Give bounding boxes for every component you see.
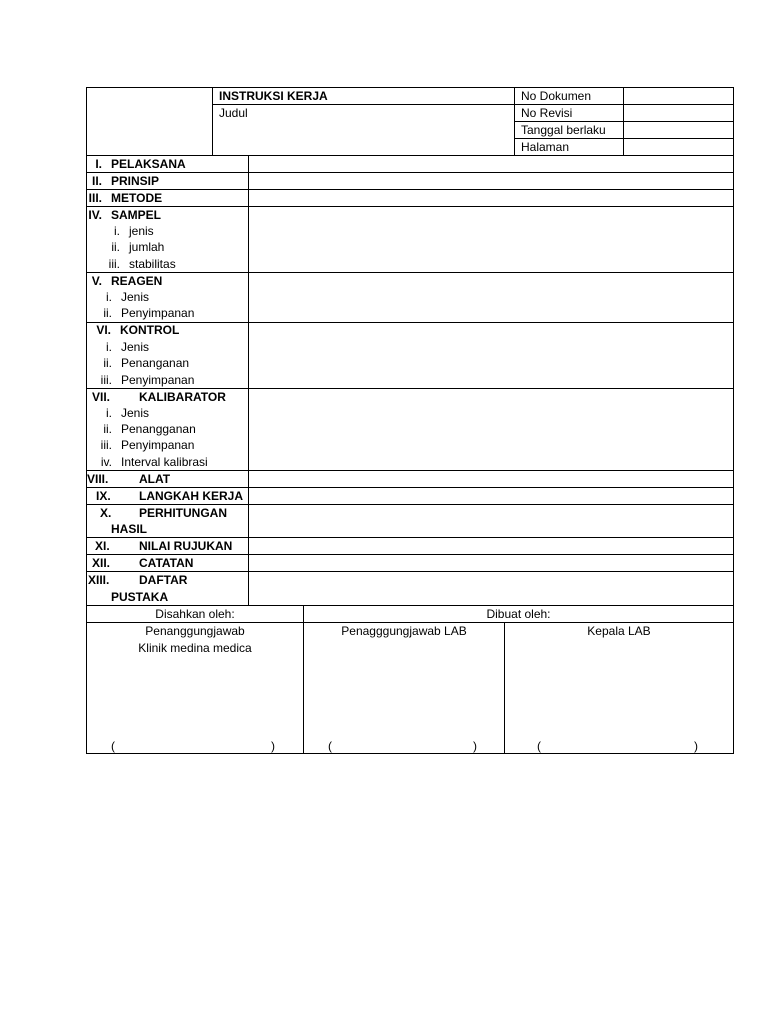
grid-line xyxy=(86,272,734,273)
signature-paren-open: ( xyxy=(537,739,541,753)
dibuat-label: Dibuat oleh: xyxy=(486,607,551,621)
subitem-number: iv. xyxy=(100,455,112,469)
section-label: METODE xyxy=(111,191,163,205)
section-value-cell[interactable] xyxy=(250,191,733,206)
field-no-dokumen: No Dokumen xyxy=(521,89,592,103)
subitem-number: iii. xyxy=(100,373,112,387)
section-label: REAGEN xyxy=(111,274,163,288)
section-number: XII. xyxy=(92,556,111,570)
grid-line xyxy=(514,138,734,139)
section-number: III. xyxy=(88,191,102,205)
section-number: IV. xyxy=(88,208,102,222)
subitem-number: ii. xyxy=(103,306,112,320)
section-label: KONTROL xyxy=(120,323,180,337)
grid-line xyxy=(514,121,734,122)
judul-label: Judul xyxy=(219,106,248,120)
subitem-label: Jenis xyxy=(121,340,150,354)
section-value-cell[interactable] xyxy=(250,573,733,605)
signature-paren-close: ) xyxy=(473,739,477,753)
section-value-cell[interactable] xyxy=(250,556,733,571)
disahkan-label: Disahkan oleh: xyxy=(155,607,235,621)
signature-name-field[interactable] xyxy=(336,738,470,754)
section-label-cont: PUSTAKA xyxy=(111,590,169,604)
section-value-cell[interactable] xyxy=(250,208,733,272)
section-label: CATATAN xyxy=(139,556,194,570)
signer-title: Penagggungjawab LAB xyxy=(341,624,467,638)
signature-paren-close: ) xyxy=(271,739,275,753)
grid-line xyxy=(733,87,734,754)
grid-line xyxy=(86,537,734,538)
section-number: IX. xyxy=(96,489,111,503)
section-number: VII. xyxy=(92,390,111,404)
grid-line xyxy=(212,104,734,105)
section-value-cell[interactable] xyxy=(250,157,733,172)
grid-line xyxy=(86,87,87,754)
subitem-number: i. xyxy=(106,290,112,304)
grid-line xyxy=(86,504,734,505)
section-number: II. xyxy=(91,174,102,188)
section-value-cell[interactable] xyxy=(250,174,733,189)
subitem-number: ii. xyxy=(103,422,112,436)
signer-title: Penanggungjawab xyxy=(145,624,245,638)
grid-line xyxy=(86,487,734,488)
section-value-cell[interactable] xyxy=(250,506,733,538)
section-value-cell[interactable] xyxy=(250,274,733,322)
subitem-number: iii. xyxy=(108,257,120,271)
grid-line xyxy=(86,322,734,323)
section-value-cell[interactable] xyxy=(250,539,733,554)
subitem-label: jumlah xyxy=(129,240,165,254)
subitem-label: Penyimpanan xyxy=(121,306,195,320)
grid-line xyxy=(86,155,734,156)
subitem-number: iii. xyxy=(100,438,112,452)
grid-line xyxy=(86,554,734,555)
grid-line xyxy=(86,753,734,754)
section-number: V. xyxy=(91,274,102,288)
subitem-label: Interval kalibrasi xyxy=(121,455,208,469)
grid-line xyxy=(86,87,734,88)
signature-name-field[interactable] xyxy=(545,738,691,754)
signer-title: Kepala LAB xyxy=(587,624,651,638)
subitem-label: jenis xyxy=(129,224,154,238)
value-tanggal-berlaku[interactable] xyxy=(625,123,733,138)
grid-line xyxy=(86,189,734,190)
subitem-number: ii. xyxy=(111,240,120,254)
section-number: XIII. xyxy=(88,573,110,587)
grid-line xyxy=(212,87,213,156)
grid-line xyxy=(303,605,304,754)
subitem-label: Penyimpanan xyxy=(121,373,195,387)
subitem-label: Penangganan xyxy=(121,422,196,436)
section-label: LANGKAH KERJA xyxy=(139,489,244,503)
section-value-cell[interactable] xyxy=(250,390,733,470)
grid-line xyxy=(504,622,505,754)
subitem-number: i. xyxy=(114,224,120,238)
field-no-revisi: No Revisi xyxy=(521,106,573,120)
field-halaman: Halaman xyxy=(521,140,570,154)
section-label: PELAKSANA xyxy=(111,157,186,171)
section-value-cell[interactable] xyxy=(250,489,733,504)
section-label: NILAI RUJUKAN xyxy=(139,539,233,553)
section-value-cell[interactable] xyxy=(250,472,733,487)
section-label-cont: HASIL xyxy=(111,522,147,536)
signature-paren-open: ( xyxy=(328,739,332,753)
grid-line xyxy=(86,206,734,207)
grid-line xyxy=(86,388,734,389)
subitem-number: ii. xyxy=(103,356,112,370)
section-number: X. xyxy=(100,506,112,520)
section-label: ALAT xyxy=(139,472,171,486)
signature-paren-close: ) xyxy=(694,739,698,753)
section-number: I. xyxy=(95,157,102,171)
grid-line xyxy=(86,605,734,606)
subitem-label: stabilitas xyxy=(129,257,176,271)
section-number: VIII. xyxy=(87,472,109,486)
subitem-label: Penyimpanan xyxy=(121,438,195,452)
subitem-label: Jenis xyxy=(121,406,150,420)
subitem-number: i. xyxy=(106,340,112,354)
grid-line xyxy=(86,571,734,572)
value-halaman[interactable] xyxy=(625,140,733,155)
form-title: INSTRUKSI KERJA xyxy=(219,89,328,103)
section-label: KALIBARATOR xyxy=(139,390,226,404)
section-number: XI. xyxy=(95,539,110,553)
section-label: PERHITUNGAN xyxy=(139,506,228,520)
subitem-label: Penanganan xyxy=(121,356,190,370)
section-value-cell[interactable] xyxy=(250,324,733,388)
value-no-dokumen[interactable] xyxy=(625,89,733,104)
section-label: PRINSIP xyxy=(111,174,160,188)
signature-paren-open: ( xyxy=(111,739,115,753)
grid-line xyxy=(86,470,734,471)
subitem-label: Jenis xyxy=(121,290,150,304)
grid-line xyxy=(86,622,734,623)
section-label: SAMPEL xyxy=(111,208,162,222)
grid-line xyxy=(86,172,734,173)
subitem-number: i. xyxy=(106,406,112,420)
field-tanggal-berlaku: Tanggal berlaku xyxy=(521,123,606,137)
signer-organization: Klinik medina medica xyxy=(138,641,252,655)
section-label: DAFTAR xyxy=(139,573,188,587)
signature-name-field[interactable] xyxy=(118,738,268,754)
value-no-revisi[interactable] xyxy=(625,106,733,121)
section-number: VI. xyxy=(96,323,111,337)
